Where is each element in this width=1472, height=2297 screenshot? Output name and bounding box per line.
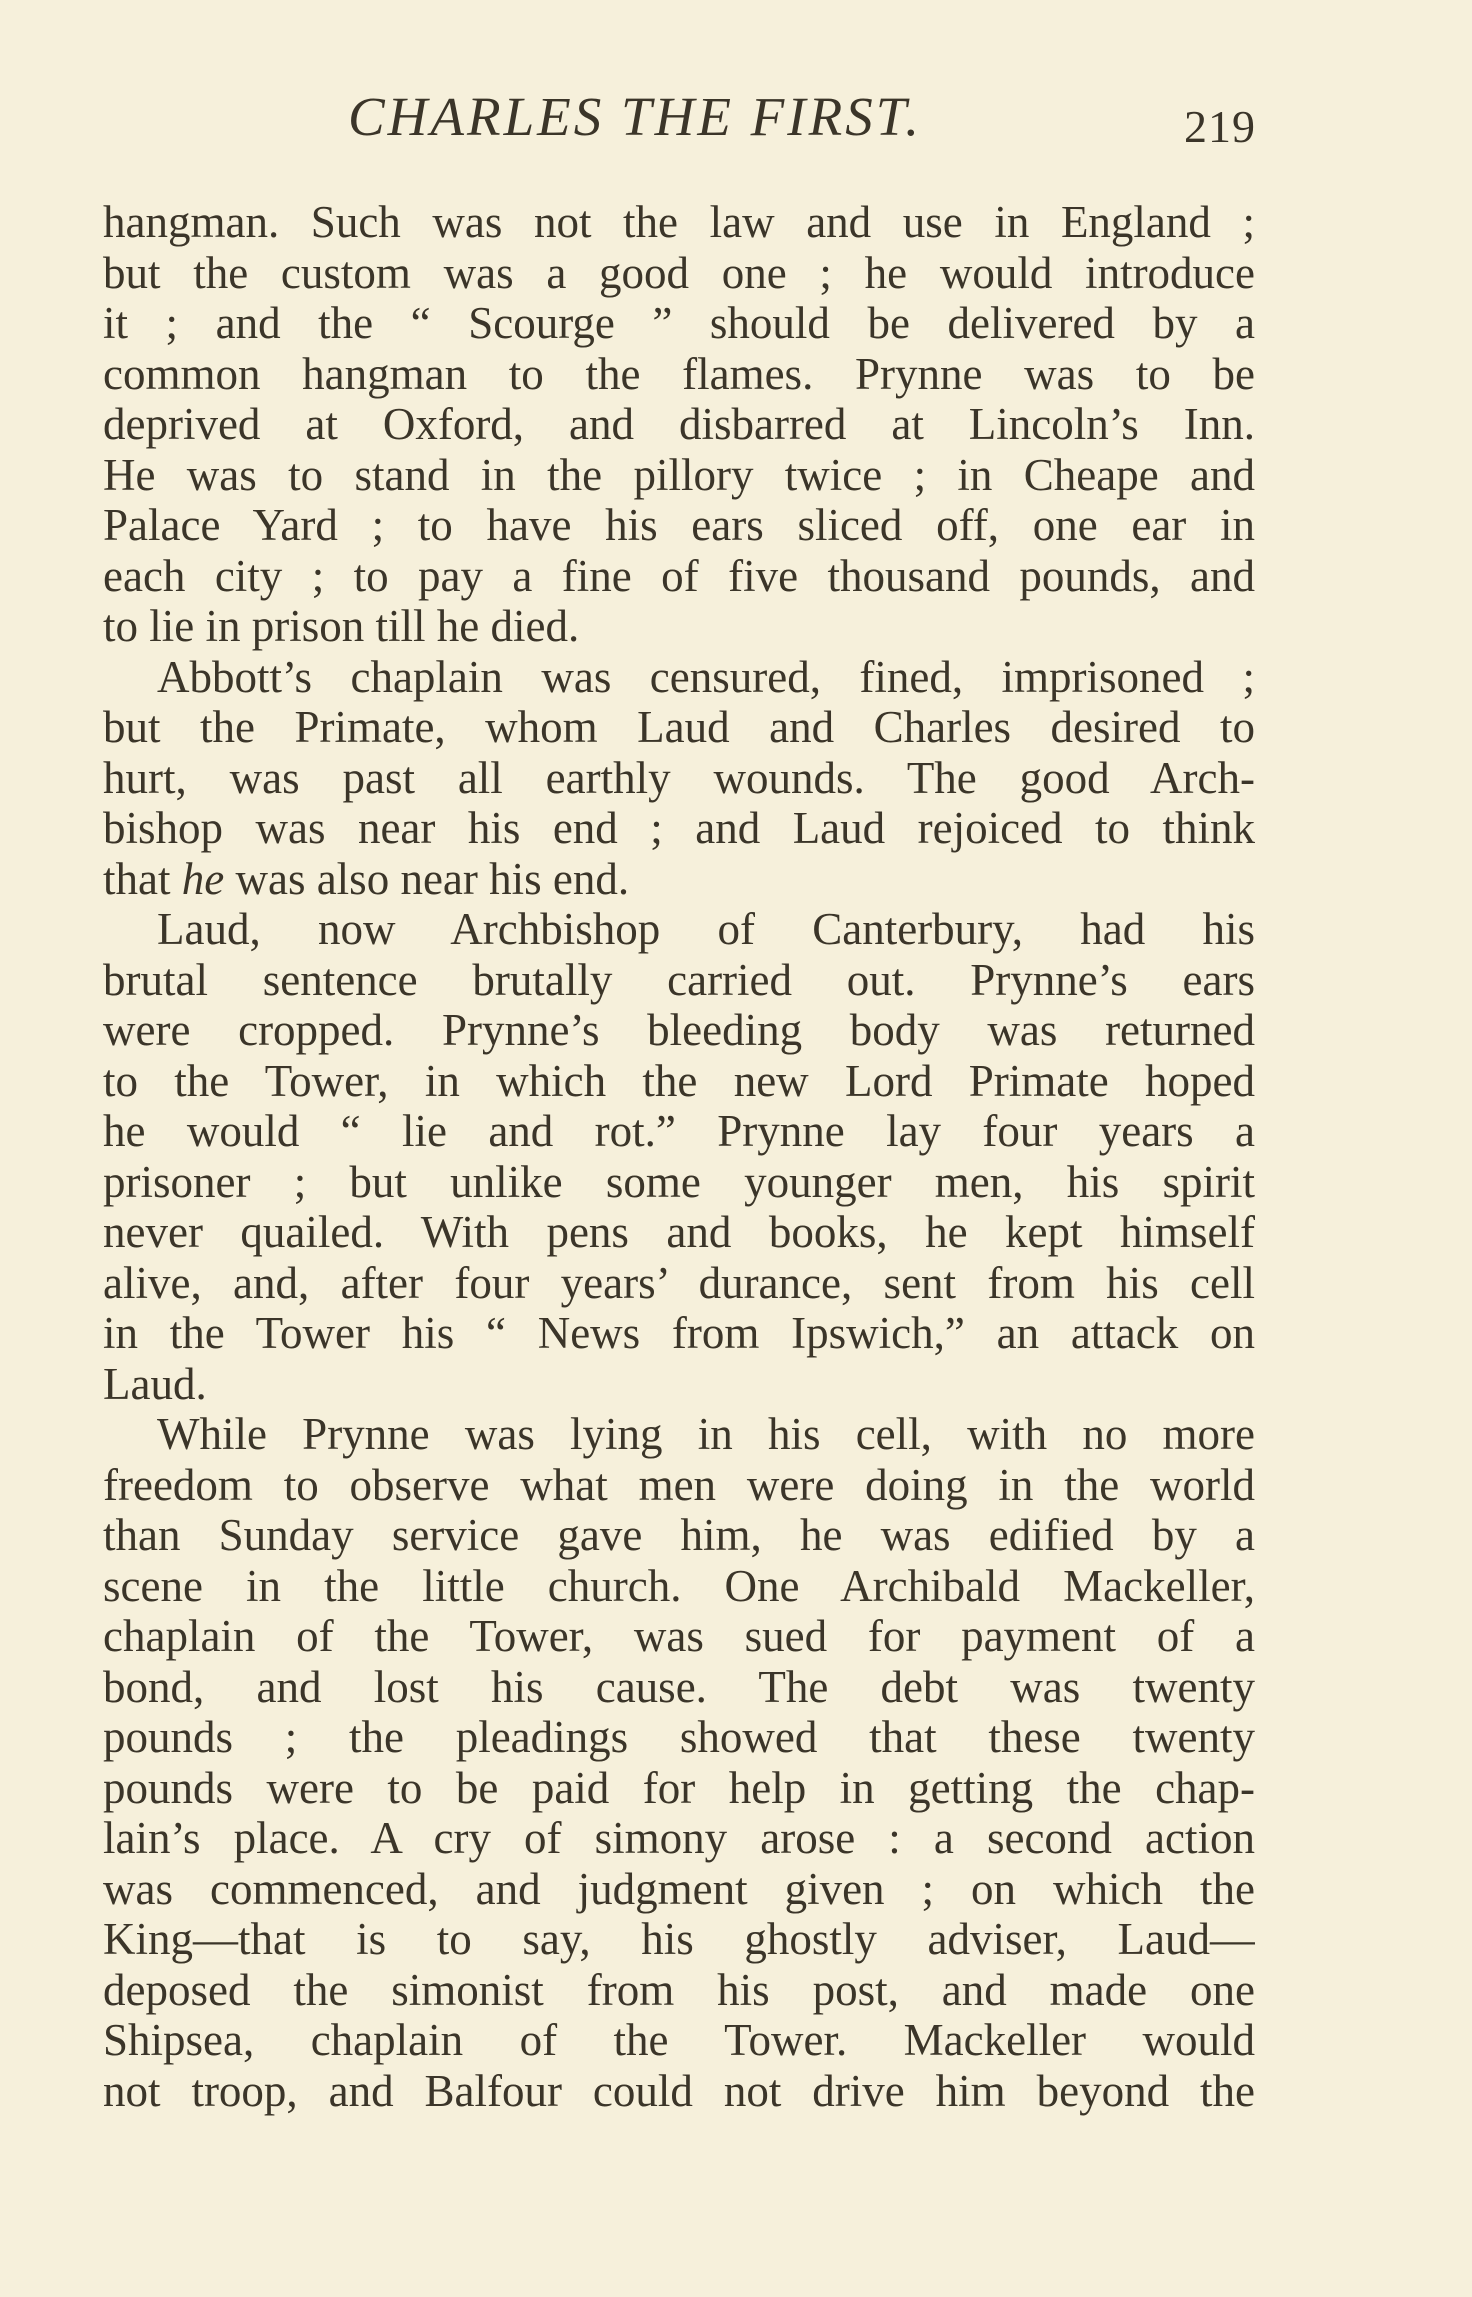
- text-line: King—that is to say, his ghostly adviser, Laud—: [103, 1914, 1255, 1964]
- text-line: never quailed. With pens and books, he kept himself: [103, 1207, 1255, 1257]
- text-line: was commenced, and judgment given ; on which the: [103, 1863, 1255, 1914]
- text-fragment: that: [103, 853, 182, 904]
- text-fragment: was also near his end.: [224, 853, 630, 904]
- text-line: he would “ lie and rot.” Prynne lay four years a: [103, 1106, 1255, 1156]
- text-line: bishop was near his end ; and Laud rejoiced to think: [103, 803, 1255, 853]
- running-title: CHARLES THE FIRST.: [348, 86, 922, 147]
- paragraph-first-line: While Prynne was lying in his cell, with no more: [157, 1409, 1255, 1459]
- text-line: Palace Yard ; to have his ears sliced off, one ear in: [103, 500, 1255, 550]
- text-line: brutal sentence brutally carried out. Prynne’s ears: [103, 954, 1255, 1005]
- page-number: 219: [1184, 101, 1256, 152]
- text-line: pounds were to be paid for help in getting the chap-: [103, 1762, 1255, 1813]
- text-line: deposed the simonist from his post, and made one: [103, 1964, 1255, 2015]
- text-line: freedom to observe what men were doing in the world: [103, 1459, 1255, 1510]
- text-line: Laud.: [103, 1358, 207, 1409]
- text-line-with-italic: [103, 854, 1255, 905]
- running-head: [0, 82, 1472, 152]
- text-line: in the Tower his “ News from Ipswich,” an attack on: [103, 1308, 1255, 1358]
- text-line: hurt, was past all earthly wounds. The good Arch-: [103, 752, 1255, 803]
- text-line: each city ; to pay a fine of five thousand pounds, and: [103, 550, 1255, 601]
- text-line: deprived at Oxford, and disbarred at Lincoln’s Inn.: [103, 399, 1255, 449]
- paragraph-first-line: Laud, now Archbishop of Canterbury, had his: [157, 904, 1255, 954]
- italic-word: he: [181, 853, 225, 904]
- text-line: pounds ; the pleadings showed that these twenty: [103, 1712, 1255, 1762]
- body-text: [103, 197, 1255, 2116]
- text-line: He was to stand in the pillory twice ; in Cheape and: [103, 449, 1255, 500]
- text-line: common hangman to the flames. Prynne was to be: [103, 348, 1255, 399]
- text-line: to lie in prison till he died.: [103, 601, 580, 651]
- text-line: Shipsea, chaplain of the Tower. Mackeller would: [103, 2015, 1255, 2065]
- text-line: lain’s place. A cry of simony arose : a second action: [103, 1813, 1255, 1863]
- text-line: were cropped. Prynne’s bleeding body was returned: [103, 1005, 1255, 1055]
- text-line: scene in the little church. One Archibald Mackeller,: [103, 1560, 1255, 1611]
- text-line: not troop, and Balfour could not drive him beyond the: [103, 2065, 1255, 2116]
- text-line: it ; and the “ Scourge ” should be delivered by a: [103, 298, 1255, 348]
- paragraph-first-line: Abbott’s chaplain was censured, fined, imprisoned ;: [157, 651, 1255, 702]
- text-line: but the Primate, whom Laud and Charles desired to: [103, 702, 1255, 752]
- text-line: prisoner ; but unlike some younger men, his spirit: [103, 1156, 1255, 1207]
- text-line: chaplain of the Tower, was sued for payment of a: [103, 1611, 1255, 1661]
- text-line: to the Tower, in which the new Lord Primate hoped: [103, 1055, 1255, 1106]
- text-line: than Sunday service gave him, he was edified by a: [103, 1510, 1255, 1560]
- text-line: hangman. Such was not the law and use in England ;: [103, 197, 1255, 247]
- text-line: alive, and, after four years’ durance, sent from his cell: [103, 1257, 1255, 1308]
- text-line: bond, and lost his cause. The debt was twenty: [103, 1661, 1255, 1712]
- text-line: but the custom was a good one ; he would introduce: [103, 247, 1255, 298]
